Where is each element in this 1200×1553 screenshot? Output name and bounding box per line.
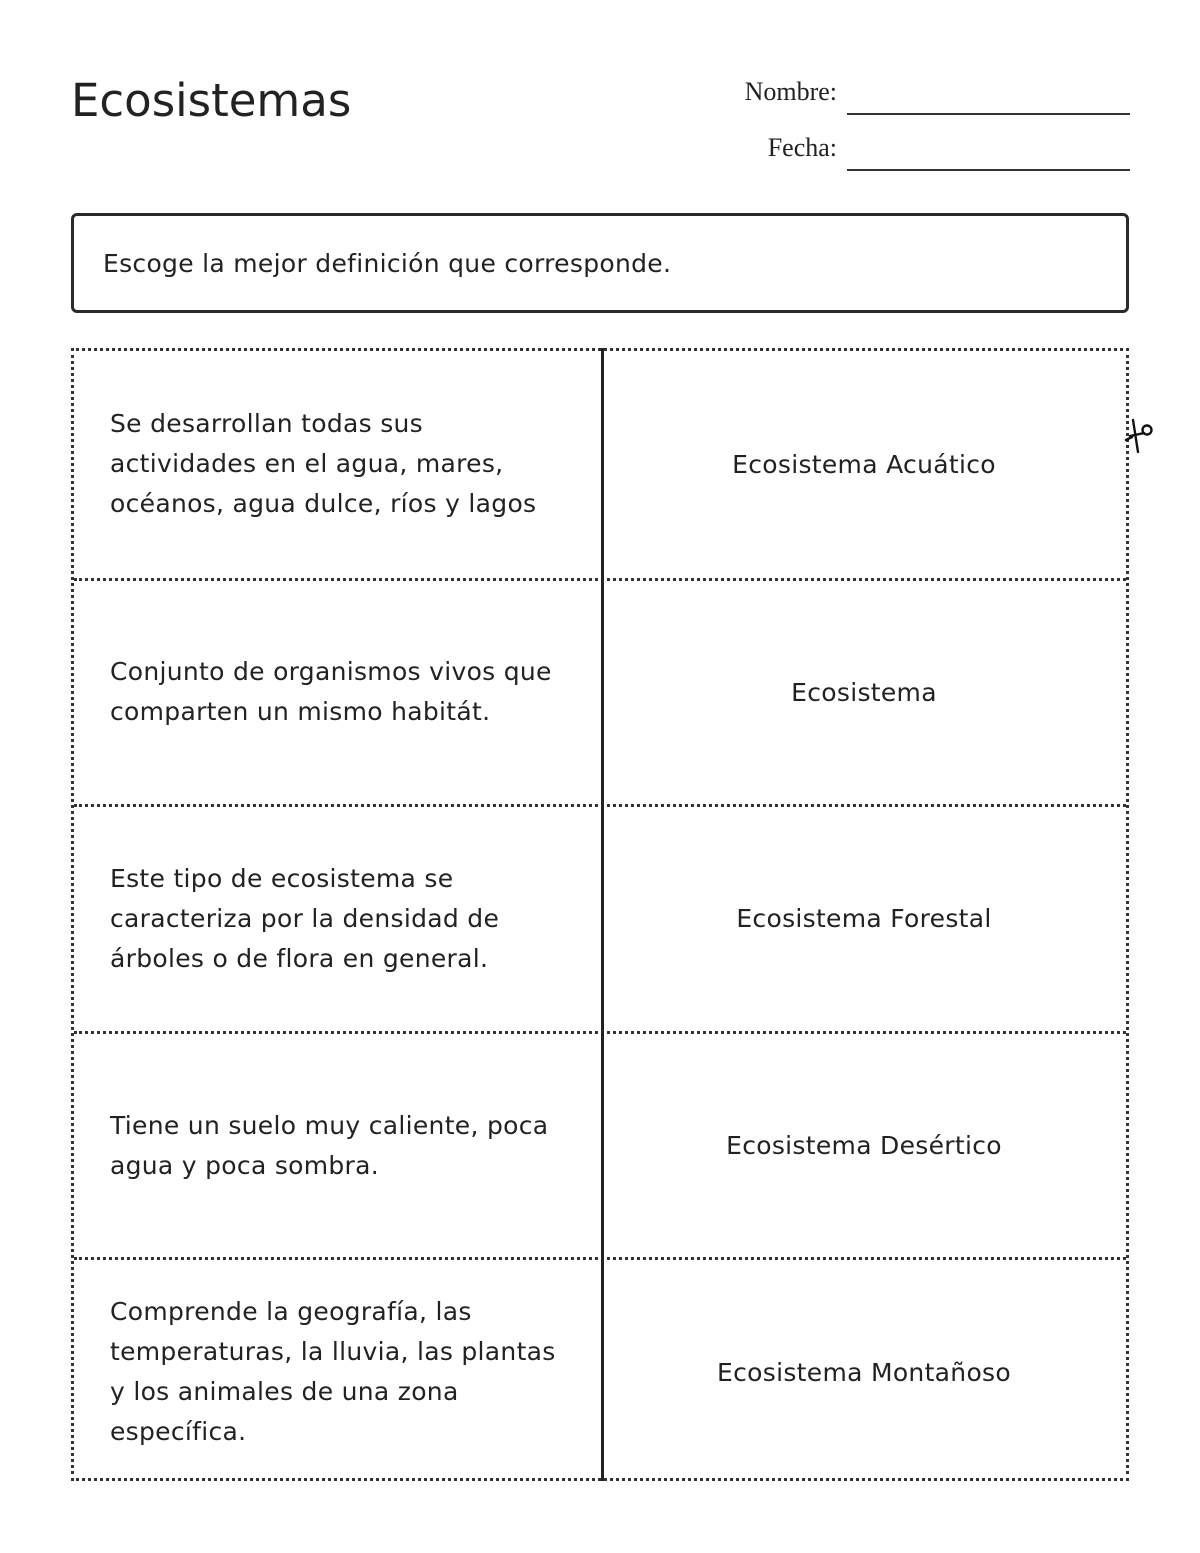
term-cell: [602, 581, 1126, 805]
matching-row: [74, 1257, 1126, 1484]
definition-cell: [74, 1260, 602, 1484]
definition-cell: [74, 581, 602, 805]
matching-grid: [71, 348, 1129, 1481]
definition-text: Este tipo de ecosistema se caracteriza por la densidad de árboles o de flora en general.: [110, 863, 500, 973]
name-label: Nombre:: [744, 77, 837, 106]
name-field-row: [700, 75, 1130, 115]
definition-text: Se desarrollan todas sus actividades en el agua, mares, océanos, agua dulce, ríos y lagos: [110, 409, 537, 519]
definition-text: Conjunto de organismos vivos que comparten un mismo habitát.: [110, 657, 552, 727]
matching-row: [74, 1031, 1126, 1258]
term-text: Ecosistema Desértico: [726, 1131, 1002, 1161]
page-title: Ecosistemas: [71, 74, 352, 127]
definition-cell: [74, 807, 602, 1031]
term-cell: [602, 351, 1126, 578]
term-text: Ecosistema: [791, 677, 937, 707]
term-text: Ecosistema Montañoso: [717, 1357, 1011, 1387]
instructions-text: Escoge la mejor definición que corresponde.: [103, 248, 672, 278]
term-cell: [602, 1034, 1126, 1258]
term-text: Ecosistema Acuático: [732, 449, 996, 479]
date-label: Fecha:: [767, 133, 837, 162]
column-divider: [601, 348, 604, 1481]
definition-text: Comprende la geografía, las temperaturas, la lluvia, las plantas y los animales de una zona específica.: [110, 1297, 556, 1447]
instructions-box: [71, 213, 1129, 313]
scissors-icon: [1122, 416, 1158, 456]
matching-row: [74, 578, 1126, 805]
term-cell: [602, 1260, 1126, 1484]
name-blank-line[interactable]: [847, 113, 1130, 115]
term-cell: [602, 807, 1126, 1031]
definition-cell: [74, 351, 602, 578]
matching-row: [74, 351, 1126, 578]
date-blank-line[interactable]: [847, 169, 1130, 171]
term-text: Ecosistema Forestal: [736, 904, 992, 934]
date-field-row: [700, 131, 1130, 171]
matching-row: [74, 804, 1126, 1031]
definition-text: Tiene un suelo muy caliente, poca agua y poca sombra.: [110, 1110, 549, 1180]
definition-cell: [74, 1034, 602, 1258]
